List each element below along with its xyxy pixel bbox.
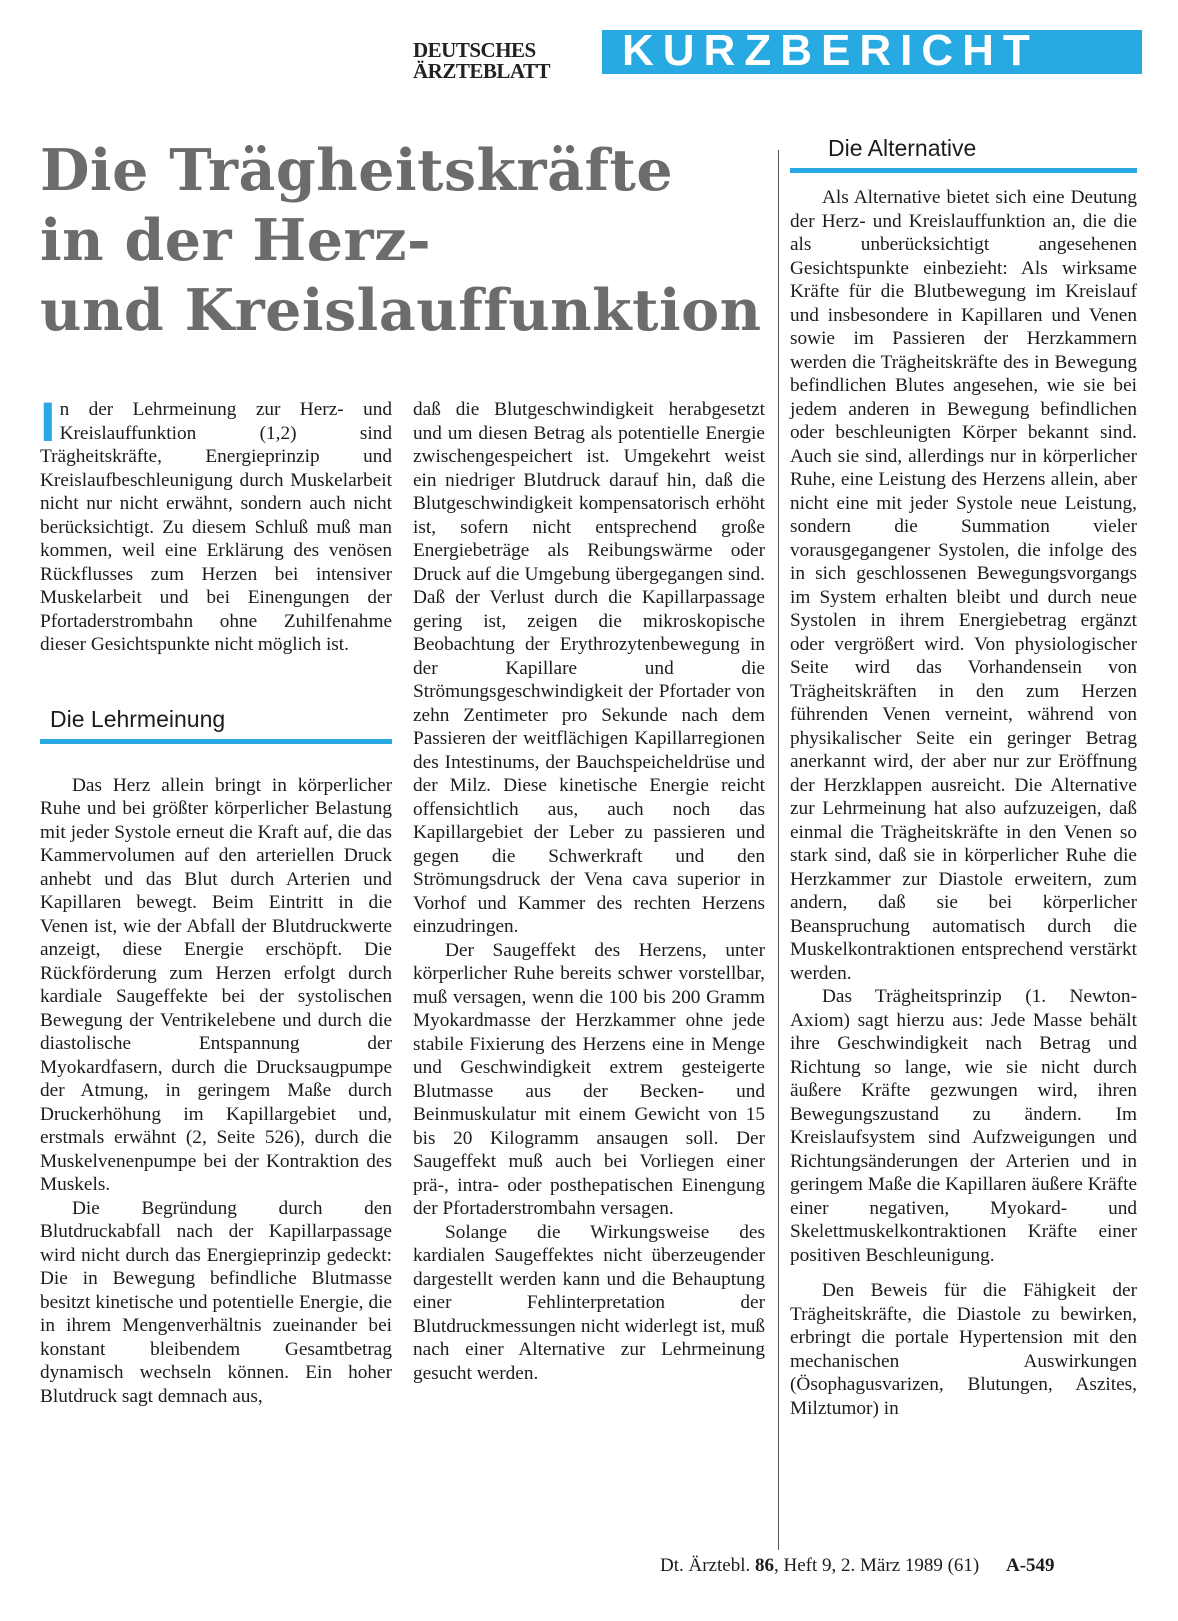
article-title	[40, 136, 780, 346]
logo-line-2: ÄRZTEBLATT	[413, 59, 550, 83]
title-line-3: und Kreislauffunktion	[40, 277, 762, 344]
body-paragraph: daß die Blutgeschwindigkeit herabgesetzt und um diesen Betrag als potentielle Energie zwischengespeichert ist. Umgekehrt weist ein niedriger Blutdruck darauf hin, daß die Blutgeschwindigkeit kompensatorisch erhöht ist, sofern nicht entsprechend große Energiebeträge als Reibungswärme oder Druck auf die Umgebung übergegangen sind. Daß der Verlust durch die Kapillarpassage gering ist, zeigen die mikroskopische Beobachtung der Erythrozytenbewegung in der Kapillare und die Strömungsgeschwindigkeit der Pfortader von zehn Zentimeter pro Sekunde nach dem Passieren der weitflächigen Kapillarregionen des Intestinums, der Bauchspeicheldrüse und der Milz. Diese kinetische Energie reicht offensichtlich aus, auch noch das Kapillargebiet der Leber zu passieren und gegen die Schwerkraft und den Strömungsdruck der Vena cava superior in Vorhof und Kammer des rechten Herzens einzudringen.	[413, 399, 765, 937]
logo-line-1: DEUTSCHES	[413, 38, 536, 62]
column-divider	[778, 150, 779, 1550]
intro-text: n der Lehrmeinung zur Herz- und Kreislauffunktion (1,2) sind Trägheitskräfte, Energieprinzip und Kreislaufbeschleunigung durch Muskelarbeit nicht nur nicht erwähnt, sondern auch nicht berücksichtigt. Zu diesem Schluß muß man kommen, weil eine Erklärung des venösen Rückflusses zum Herzen bei intensiver Muskelarbeit und bei Einengungen der Pfortaderstrombahn ohne Zuhilfenahme dieser Gesichtspunkte nicht möglich ist.	[40, 399, 392, 655]
body-paragraph: Der Saugeffekt des Herzens, unter körperlicher Ruhe bereits schwer vorstellbar, muß versagen, wenn die 100 bis 200 Gramm Myokardmasse der Herzkammer ohne jede stabile Fixierung des Herzens eine in Menge und Geschwindigkeit extrem gesteigerte Blutmasse aus der Becken- und Beinmuskulatur mit einem Gewicht von 15 bis 20 Kilogramm ansaugen soll. Der Saugeffekt muß auch bei Vorliegen einer prä-, intra- oder posthepatischen Einengung der Pfortaderstrombahn versagen.	[413, 939, 765, 1219]
column-2	[413, 398, 765, 1385]
intro-paragraph	[40, 390, 392, 657]
subhead-lehrmeinung: Die Lehrmeinung	[40, 705, 392, 744]
body-paragraph: Das Trägheitsprinzip (1. Newton-Axiom) sagt hierzu aus: Jede Masse behält ihre Geschwindigkeit nach Betrag und Richtung so lange, wie sie nicht durch äußere Kräfte gezwungen wird, ihren Bewegungszustand zu ändern. Im Kreislaufsystem sind Aufzweigungen und Richtungsänderungen der Arterien und in geringem Maße die Kapillaren äußere Kräfte einer negativen, Myokard- und Skelettmuskelkontraktionen Kräfte einer positiven Beschleunigung.	[790, 986, 1137, 1266]
title-line-2: in der Herz-	[40, 207, 432, 274]
footer-issue: , Heft 9, 2. März 1989 (61)	[773, 1555, 980, 1576]
body-paragraph: Die Begründung durch den Blutdruckabfall nach der Kapillarpassage wird nicht durch das Energieprinzip gedeckt: Die in Bewegung befindliche Blutmasse besitzt kinetische und potentielle Energie, die in ihrem Mengenverhältnis zueinander bei konstant bleibendem Gesamtbetrag dynamisch wechseln können. Ein hoher Blutdruck sagt demnach aus,	[40, 1197, 392, 1407]
journal-logo	[413, 40, 585, 82]
column-1	[40, 390, 392, 1408]
footer-journal: Dt. Ärztebl.	[660, 1555, 751, 1576]
page-number: A-549	[1006, 1555, 1055, 1576]
footer-volume: 86	[754, 1555, 774, 1576]
subhead-alternative: Die Alternative	[790, 134, 1137, 173]
body-paragraph: Das Herz allein bringt in körperlicher Ruhe und bei größter körperlicher Belastung mit jeder Systole erneut die Kraft auf, die das Kammervolumen auf den arteriellen Druck anhebt und das Blut durch Arterien und Kapillaren bewegt. Beim Eintritt in die Venen ist, wie der Abfall der Blutdruckwerte anzeigt, diese Energie erschöpft. Die Rückförderung zum Herzen erfolgt durch kardiale Saugeffekte bei der systolischen Bewegung der Ventrikelebene und durch die diastolische Entspannung der Myokardfasern, durch die Drucksaugpumpe der Atmung, in geringem Maße durch Druckerhöhung im Kapillargebiet und, erstmals erwähnt (2, Seite 526), durch die Muskelvenenpumpe bei der Kontraktion des Muskels.	[40, 774, 392, 1195]
body-paragraph: Den Beweis für die Fähigkeit der Trägheitskräfte, die Diastole zu bewirken, erbringt die portale Hypertension mit den mechanischen Auswirkungen (Ösophagusvarizen, Blutungen, Aszites, Milztumor) in	[790, 1280, 1137, 1419]
body-paragraph: Solange die Wirkungsweise des kardialen Saugeffektes nicht überzeugender dargestellt werden kann und die Behauptung einer Fehlinterpretation der Blutdruckmessungen nicht widerlegt ist, muß nach einer Alternative zur Lehrmeinung gesucht werden.	[413, 1221, 765, 1384]
page-footer	[660, 1555, 1140, 1577]
title-line-1: Die Trägheitskräfte	[40, 137, 674, 204]
body-paragraph: Als Alternative bietet sich eine Deutung der Herz- und Kreislauffunktion an, die die als unberücksichtigt angesehenen Gesichtspunkte einbezieht: Als wirksame Kräfte für die Blutbewegung im Kreislauf und insbesondere in Kapillaren und Venen sowie im Passieren der Herzkammern werden die Trägheitskräfte des in Bewegung befindlichen Blutes angesehen, wie sie bei jedem anderen in Bewegung befindlichen oder beschleunigten Körper bekannt sind. Auch sie sind, allerdings nur in körperlicher Ruhe, eine Leistung des Herzens allein, aber nicht eine mit jeder Systole neue Leistung, sondern die Summation vieler vorausgegangener Systolen, die infolge des in sich geschlossenen Bewegungsvorgangs im System erhalten bleibt und durch neue Systolen in ihrem Energiebetrag ergänzt oder vergrößert wird. Von physiologischer Seite wird das Vorhandensein von Trägheitskräften in den zum Herzen führenden Venen verneint, während von physikalischer Seite ein geringer Betrag anerkannt wird, der aber nur zur Eröffnung der Herzklappen ausreicht. Die Alternative zur Lehrmeinung hat also aufzuzeigen, daß einmal die Trägheitskräfte in den Venen so stark sind, daß sie in körperlicher Ruhe die Herzkammer zur Diastole erweitern, zum andern, daß sie bei körperlicher Beanspruchung automatisch durch die Muskelkontraktionen entsprechend verstärkt werden.	[790, 187, 1137, 984]
drop-cap: I	[40, 390, 56, 453]
section-label: KURZBERICHT	[622, 26, 1039, 75]
column-3	[790, 186, 1137, 1420]
